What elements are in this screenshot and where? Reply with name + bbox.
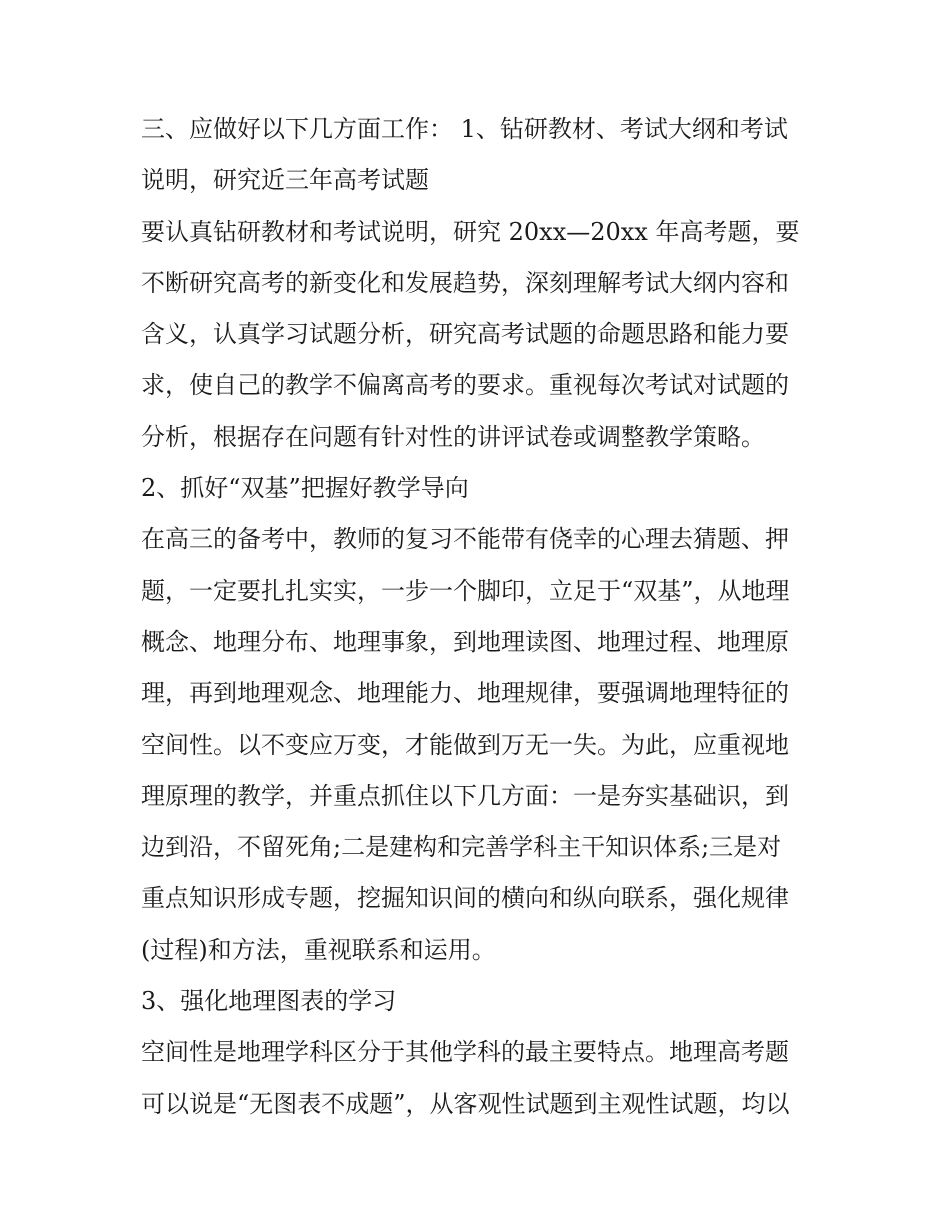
subheading-two: 2、抓好“双基”把握好教学导向 — [141, 474, 469, 503]
text-line: 说明，研究近三年高考试题 — [141, 166, 429, 195]
text-line: 分析，根据存在问题有针对性的讲评试卷或调整教学策略。 — [141, 422, 765, 451]
text-line: 空间性是地理学科区分于其他学科的最主要特点。地理高考题 — [141, 1038, 789, 1067]
text-line: 理原理的教学，并重点抓住以下几方面：一是夯实基础识，到 — [141, 781, 789, 810]
subheading-three: 3、强化地理图表的学习 — [141, 987, 397, 1016]
text-line: (过程)和方法，重视联系和运用。 — [141, 935, 496, 964]
text-line: 在高三的备考中，教师的复习不能带有侥幸的心理去猜题、押 — [141, 525, 789, 554]
text-line: 重点知识形成专题，挖掘知识间的横向和纵向联系，强化规律 — [141, 884, 789, 913]
text-line: 可以说是“无图表不成题”，从客观性试题到主观性试题，均以 — [141, 1089, 790, 1118]
text-line: 含义，认真学习试题分析，研究高考试题的命题思路和能力要 — [141, 320, 789, 349]
section-heading-three: 三、应做好以下几方面工作： 1、钻研教材、考试大纲和考试 — [141, 115, 788, 143]
text-line: 题，一定要扎扎实实，一步一个脚印，立足于“双基”，从地理 — [141, 576, 790, 605]
text-line: 不断研究高考的新变化和发展趋势，深刻理解考试大纲内容和 — [141, 268, 789, 297]
text-line: 概念、地理分布、地理事象，到地理读图、地理过程、地理原 — [141, 627, 789, 656]
text-line: 空间性。以不变应万变，才能做到万无一失。为此，应重视地 — [141, 730, 789, 759]
text-line: 要认真钻研教材和考试说明，研究 20xx—20xx 年高考题，要 — [141, 217, 800, 246]
document-body — [141, 104, 813, 1130]
text-line: 边到沿，不留死角;二是建构和完善学科主干知识体系;三是对 — [141, 833, 782, 862]
text-line: 求，使自己的教学不偏离高考的要求。重视每次考试对试题的 — [141, 371, 789, 400]
text-line: 理，再到地理观念、地理能力、地理规律，要强调地理特征的 — [141, 679, 789, 708]
